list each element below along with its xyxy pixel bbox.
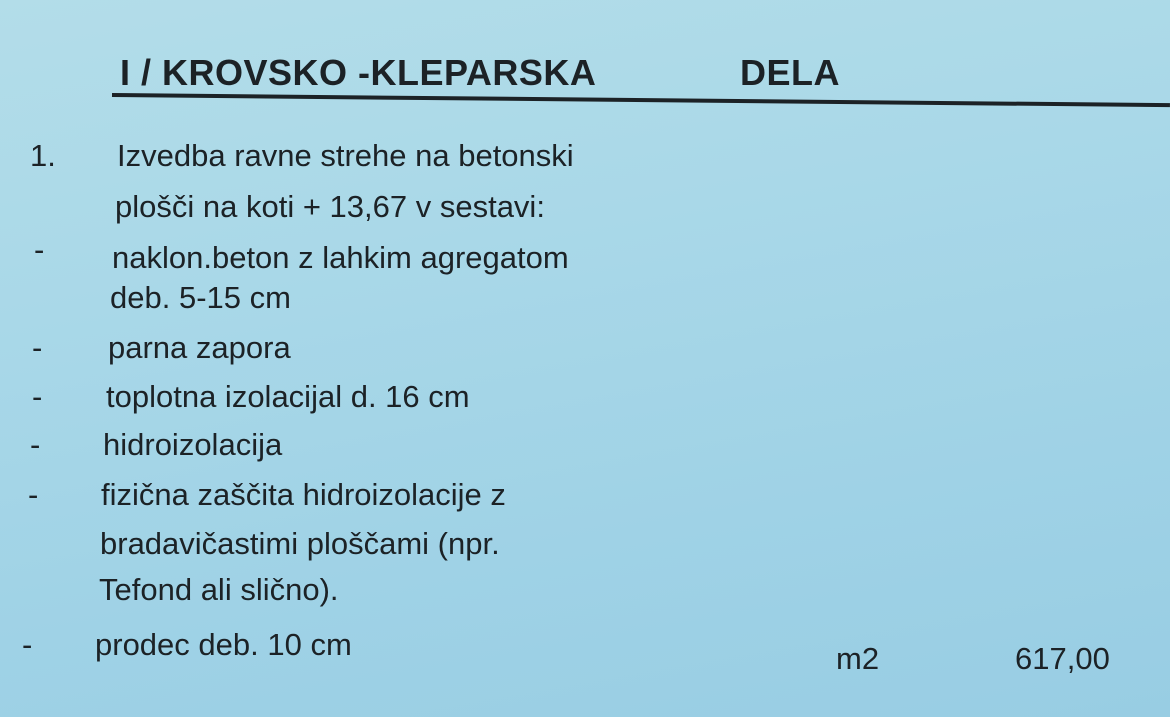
layer-line: toplotna izolacijal d. 16 cm — [106, 379, 470, 414]
quantity-value: 617,00 — [1015, 641, 1110, 676]
item-number: 1. — [30, 138, 56, 173]
layer-line: naklon.beton z lahkim agregatom — [112, 240, 569, 275]
layer-marker: - — [32, 330, 43, 365]
layer-line: prodec deb. 10 cm — [95, 627, 352, 662]
section-heading-suffix: DELA — [740, 52, 840, 93]
layer-line: bradavičastimi ploščami (npr. — [100, 526, 500, 561]
layer-line: parna zapora — [108, 330, 291, 365]
item-title-line-2: plošči na koti + 13,67 v sestavi: — [115, 189, 545, 224]
section-heading-title: I / KROVSKO -KLEPARSKA — [120, 52, 597, 93]
layer-marker: - — [34, 232, 45, 267]
layer-line: deb. 5-15 cm — [110, 280, 291, 315]
item-title-line-1 — [117, 139, 725, 173]
layer-line: Tefond ali slično). — [99, 572, 339, 607]
layer-line: hidroizolacija — [103, 427, 283, 462]
unit-label: m2 — [836, 641, 880, 676]
layer-marker: - — [22, 627, 33, 662]
heading-underline — [112, 93, 1170, 107]
layer-line: fizična zaščita hidroizolacije z — [101, 477, 506, 512]
layer-marker: - — [32, 379, 43, 414]
layer-marker: - — [28, 477, 39, 512]
layer-marker: - — [30, 427, 41, 462]
item-title-text-1: Izvedba ravne strehe na betonski — [117, 138, 574, 173]
